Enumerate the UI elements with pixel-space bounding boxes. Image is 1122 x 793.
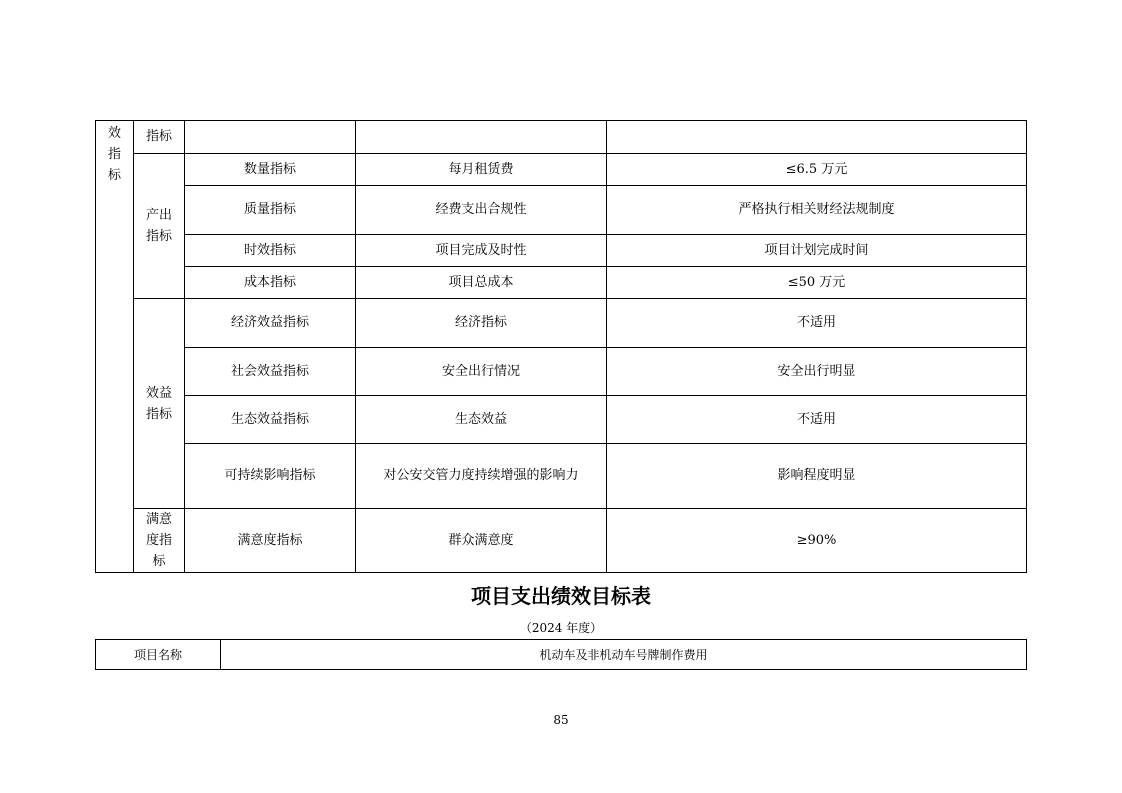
indicator-cell: 满意度指标 bbox=[185, 509, 356, 573]
table-row bbox=[96, 267, 1027, 299]
group-label-cell bbox=[134, 509, 185, 573]
level1-label-cell bbox=[96, 121, 134, 573]
indicator-cell: 成本指标 bbox=[185, 267, 356, 299]
indicator-cell: 生态效益指标 bbox=[185, 396, 356, 444]
indicator-cell: 可持续影响指标 bbox=[185, 444, 356, 509]
empty-cell bbox=[185, 121, 356, 154]
table-row bbox=[96, 444, 1027, 509]
table-row bbox=[96, 640, 1027, 670]
indicator-cell: 时效指标 bbox=[185, 235, 356, 267]
table-row bbox=[96, 121, 1027, 154]
group-label: 满意度指标 bbox=[145, 512, 172, 569]
target-cell: 安全出行明显 bbox=[607, 348, 1027, 396]
project-name-value: 机动车及非机动车号牌制作费用 bbox=[221, 640, 1027, 670]
item-cell: 生态效益 bbox=[356, 396, 607, 444]
project-name-label: 项目名称 bbox=[96, 640, 221, 670]
group-label: 效益指标 bbox=[145, 385, 172, 422]
group-label: 产出指标 bbox=[145, 208, 172, 244]
table-row bbox=[96, 509, 1027, 573]
page-title: 项目支出绩效目标表 bbox=[471, 584, 651, 608]
table-row bbox=[96, 396, 1027, 444]
level1-label: 效指标 bbox=[107, 126, 121, 183]
table-row bbox=[96, 348, 1027, 396]
item-cell: 项目总成本 bbox=[356, 267, 607, 299]
item-cell: 安全出行情况 bbox=[356, 348, 607, 396]
target-cell: 不适用 bbox=[607, 299, 1027, 348]
year-subtitle: （2024 年度） bbox=[519, 621, 603, 635]
item-cell: 群众满意度 bbox=[356, 509, 607, 573]
target-cell: 项目计划完成时间 bbox=[607, 235, 1027, 267]
page-number: 85 bbox=[553, 713, 569, 727]
target-cell: 严格执行相关财经法规制度 bbox=[607, 186, 1027, 235]
indicator-cell: 数量指标 bbox=[185, 154, 356, 186]
performance-indicator-table bbox=[95, 120, 1027, 573]
project-info-table bbox=[95, 639, 1027, 670]
item-cell: 项目完成及时性 bbox=[356, 235, 607, 267]
level2-label-cell: 指标 bbox=[134, 121, 185, 154]
item-cell: 对公安交管力度持续增强的影响力 bbox=[356, 444, 607, 509]
target-cell: ≤50 万元 bbox=[607, 267, 1027, 299]
table-row bbox=[96, 235, 1027, 267]
group-label-cell bbox=[134, 299, 185, 509]
item-cell: 经费支出合规性 bbox=[356, 186, 607, 235]
group-label-cell bbox=[134, 154, 185, 299]
target-cell: 不适用 bbox=[607, 396, 1027, 444]
table-row bbox=[96, 299, 1027, 348]
empty-cell bbox=[607, 121, 1027, 154]
indicator-cell: 经济效益指标 bbox=[185, 299, 356, 348]
table-row bbox=[96, 186, 1027, 235]
empty-cell bbox=[356, 121, 607, 154]
target-cell: 影响程度明显 bbox=[607, 444, 1027, 509]
indicator-cell: 社会效益指标 bbox=[185, 348, 356, 396]
table-row bbox=[96, 154, 1027, 186]
item-cell: 每月租赁费 bbox=[356, 154, 607, 186]
target-cell: ≥90% bbox=[607, 509, 1027, 573]
target-cell: ≤6.5 万元 bbox=[607, 154, 1027, 186]
item-cell: 经济指标 bbox=[356, 299, 607, 348]
indicator-cell: 质量指标 bbox=[185, 186, 356, 235]
